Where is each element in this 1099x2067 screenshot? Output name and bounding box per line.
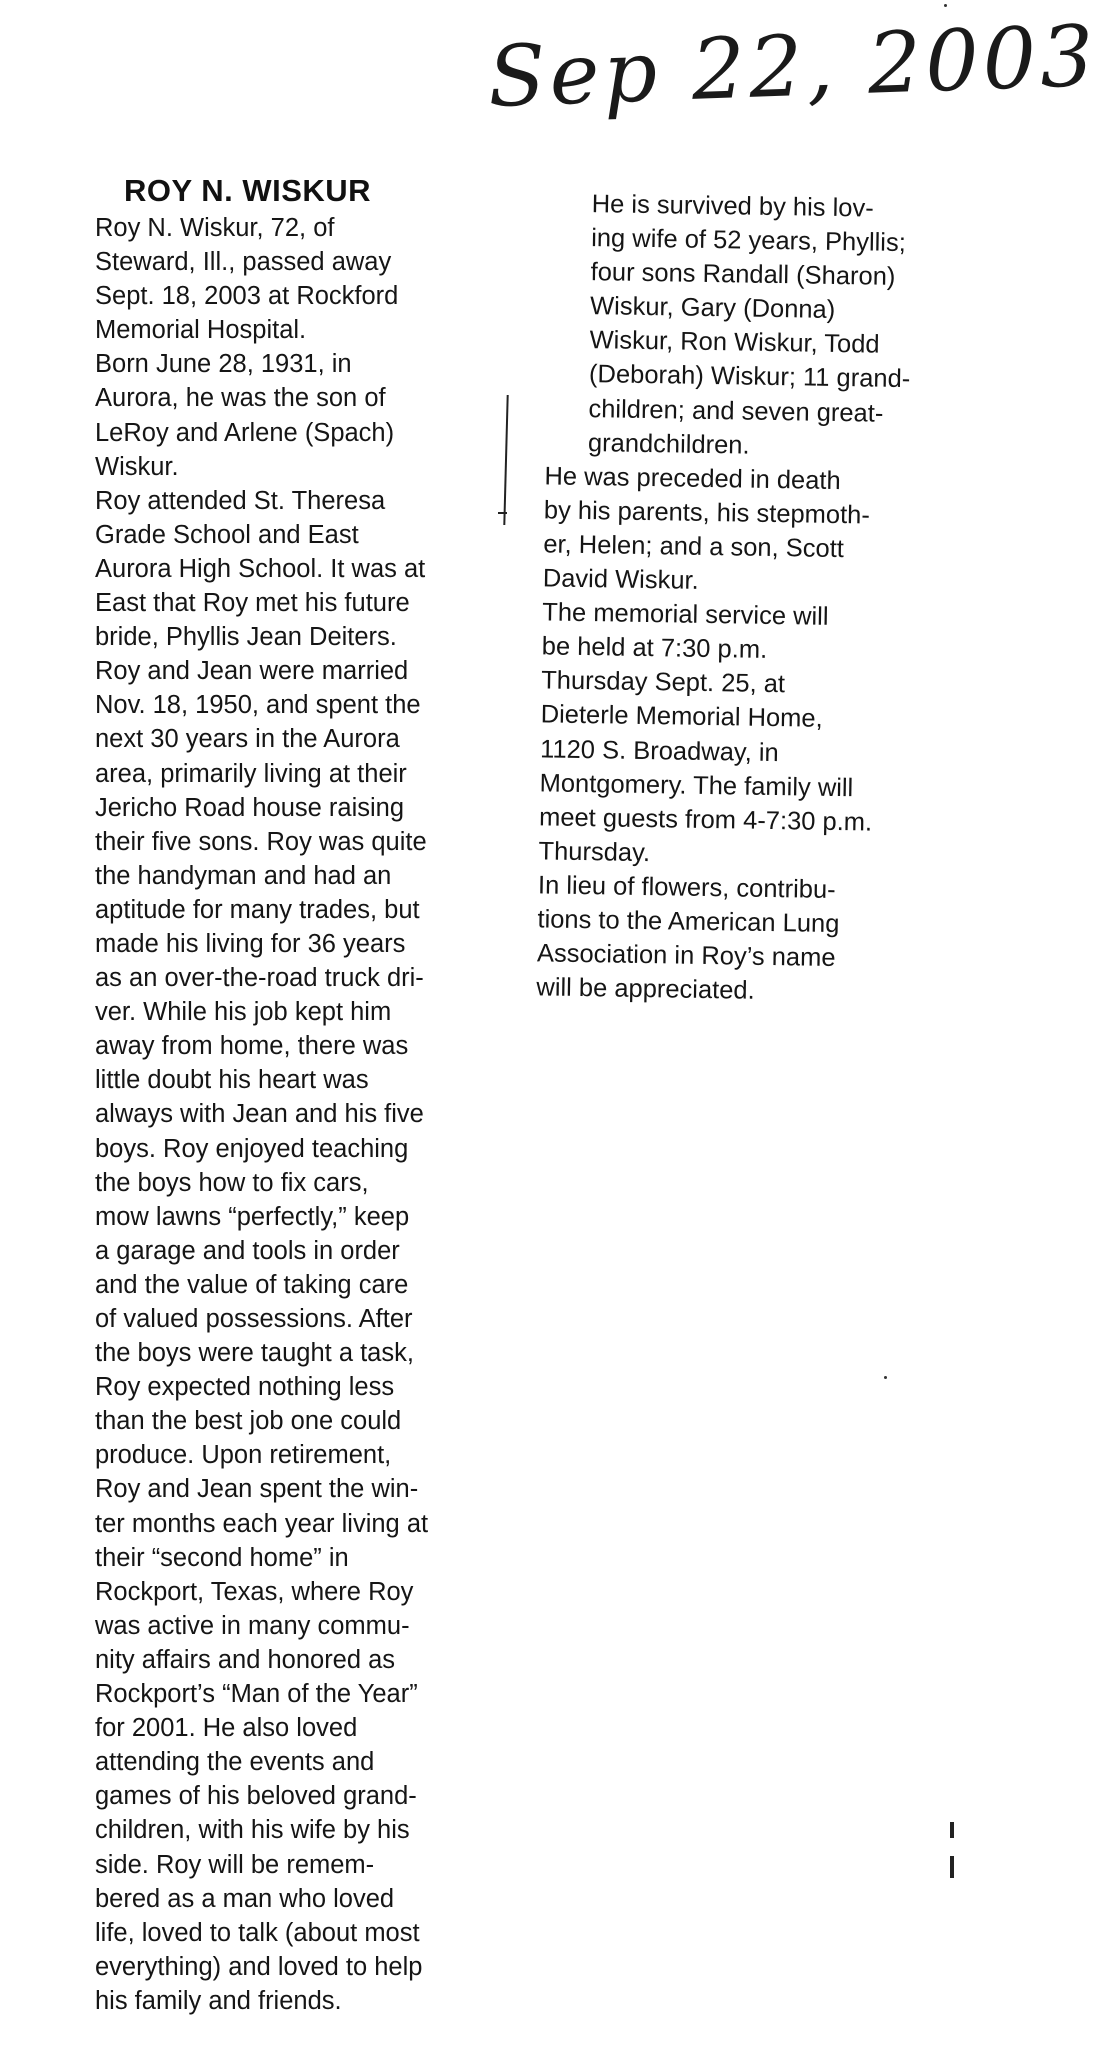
text-line: their five sons. Roy was quite xyxy=(95,827,427,856)
text-line: be held at 7:30 p.m. xyxy=(541,632,768,665)
text-line: life, loved to talk (about most xyxy=(95,1918,420,1947)
text-line: was active in many commu- xyxy=(95,1611,410,1640)
text-line: and the value of taking care xyxy=(95,1270,409,1299)
text-line: Wiskur, Gary (Donna) xyxy=(589,292,836,325)
text-line: for 2001. He also loved xyxy=(95,1714,358,1743)
text-line: Steward, Ill., passed away xyxy=(95,248,392,277)
text-line: grandchildren. xyxy=(587,428,750,460)
text-line: Roy and Jean spent the win- xyxy=(95,1475,419,1504)
scan-speck xyxy=(944,4,947,7)
text-line: the boys were taught a task, xyxy=(95,1339,414,1368)
text-line: (Deborah) Wiskur; 11 grand- xyxy=(588,360,911,394)
text-line: next 30 years in the Aurora xyxy=(95,725,400,754)
text-line: Thursday. xyxy=(538,837,651,867)
handwritten-date: Sep 22, 2003 xyxy=(486,6,1099,126)
text-line: area, primarily living at their xyxy=(95,759,407,788)
text-line: bered as a man who loved xyxy=(95,1884,395,1913)
text-line: attending the events and xyxy=(95,1748,375,1777)
text-line: Rockport’s “Man of the Year” xyxy=(95,1680,418,1709)
paragraph-service xyxy=(511,595,915,874)
text-line: East that Roy met his future xyxy=(95,589,410,618)
text-line: children; and seven great- xyxy=(588,394,884,428)
text-line: bride, Phyllis Jean Deiters. xyxy=(95,623,397,652)
text-line: a garage and tools in order xyxy=(95,1236,400,1265)
text-line: Wiskur, Ron Wiskur, Todd xyxy=(589,326,880,360)
text-line: the boys how to fix cars, xyxy=(95,1168,369,1197)
text-line: boys. Roy enjoyed teaching xyxy=(95,1134,409,1163)
text-line: always with Jean and his five xyxy=(95,1100,424,1129)
text-line: Aurora, he was the son of xyxy=(95,384,386,413)
text-line: David Wiskur. xyxy=(542,564,699,595)
paragraph-preceded xyxy=(516,459,918,602)
text-line: Association in Roy’s name xyxy=(536,939,836,973)
text-line: He is survived by his lov- xyxy=(591,190,874,223)
text-line: ter months each year living at xyxy=(95,1509,429,1538)
text-line: than the best job one could xyxy=(95,1407,402,1436)
text-line: Jericho Road house raising xyxy=(95,793,405,822)
text-line: Thursday Sept. 25, at xyxy=(541,666,786,699)
margin-pen-tick xyxy=(498,512,507,514)
right-column xyxy=(509,186,922,1010)
paragraph-birth xyxy=(68,347,440,483)
text-line: meet guests from 4-7:30 p.m. xyxy=(538,803,873,837)
text-line: will be appreciated. xyxy=(536,973,755,1005)
text-line: ver. While his job kept him xyxy=(95,998,392,1027)
text-line: nity affairs and honored as xyxy=(95,1645,396,1674)
obituary-headline: ROY N. WISKUR xyxy=(124,173,372,208)
text-line: Dieterle Memorial Home, xyxy=(540,700,823,734)
margin-pen-mark xyxy=(503,395,508,525)
text-line: The memorial service will xyxy=(542,598,829,631)
text-line: Memorial Hospital. xyxy=(95,316,307,345)
text-line: er, Helen; and a son, Scott xyxy=(543,530,845,564)
text-line: Montgomery. The family will xyxy=(539,768,854,802)
text-line: the handyman and had an xyxy=(95,861,392,890)
text-line: 1120 S. Broadway, in xyxy=(539,734,779,767)
text-line: side. Roy will be remem- xyxy=(95,1850,375,1879)
text-line: of valued possessions. After xyxy=(95,1305,413,1333)
text-line: aptitude for many trades, but xyxy=(95,895,420,924)
text-line: their “second home” in xyxy=(95,1543,349,1572)
text-line: everything) and loved to help xyxy=(95,1952,423,1981)
text-line: Sept. 18, 2003 at Rockford xyxy=(95,282,399,311)
text-line: Aurora High School. It was at xyxy=(95,554,426,583)
text-line: as an over-the-road truck dri- xyxy=(95,964,424,993)
scan-speck xyxy=(884,1376,887,1379)
text-line: Nov. 18, 1950, and spent the xyxy=(95,691,421,720)
text-line: tions to the American Lung xyxy=(537,905,840,939)
text-line: In lieu of flowers, contribu- xyxy=(537,871,836,904)
text-line: produce. Upon retirement, xyxy=(95,1441,392,1470)
text-line: Rockport, Texas, where Roy xyxy=(95,1577,414,1606)
text-line: Grade School and East xyxy=(95,520,359,549)
text-line: mow lawns “perfectly,” keep xyxy=(95,1202,410,1231)
text-line: away from home, there was xyxy=(95,1032,409,1061)
text-line: little doubt his heart was xyxy=(95,1066,369,1095)
paragraph-life-story xyxy=(68,484,440,2018)
text-line: by his parents, his stepmoth- xyxy=(543,496,871,530)
left-column xyxy=(68,211,440,2018)
text-line: his family and friends. xyxy=(95,1986,342,2015)
text-line: Roy N. Wiskur, 72, of xyxy=(95,214,335,242)
text-line: games of his beloved grand- xyxy=(95,1782,417,1811)
text-line: Roy attended St. Theresa xyxy=(95,486,386,515)
text-line: four sons Randall (Sharon) xyxy=(590,258,896,292)
text-line: Roy expected nothing less xyxy=(95,1373,395,1402)
paragraph-donations xyxy=(509,868,911,1011)
text-line: Born June 28, 1931, in xyxy=(95,350,352,379)
text-line: LeRoy and Arlene (Spach) xyxy=(95,418,395,447)
text-line: Wiskur. xyxy=(95,452,179,481)
text-line: ing wife of 52 years, Phyllis; xyxy=(590,224,907,258)
text-line: children, with his wife by his xyxy=(95,1816,410,1845)
text-line: made his living for 36 years xyxy=(95,929,406,958)
paragraph-death-notice xyxy=(68,211,440,347)
paragraph-survivors xyxy=(518,186,922,465)
text-line: He was preceded in death xyxy=(544,462,841,495)
scan-edge-mark xyxy=(950,1822,954,1838)
scan-edge-mark xyxy=(950,1856,954,1878)
text-line: Roy and Jean were married xyxy=(95,657,409,686)
